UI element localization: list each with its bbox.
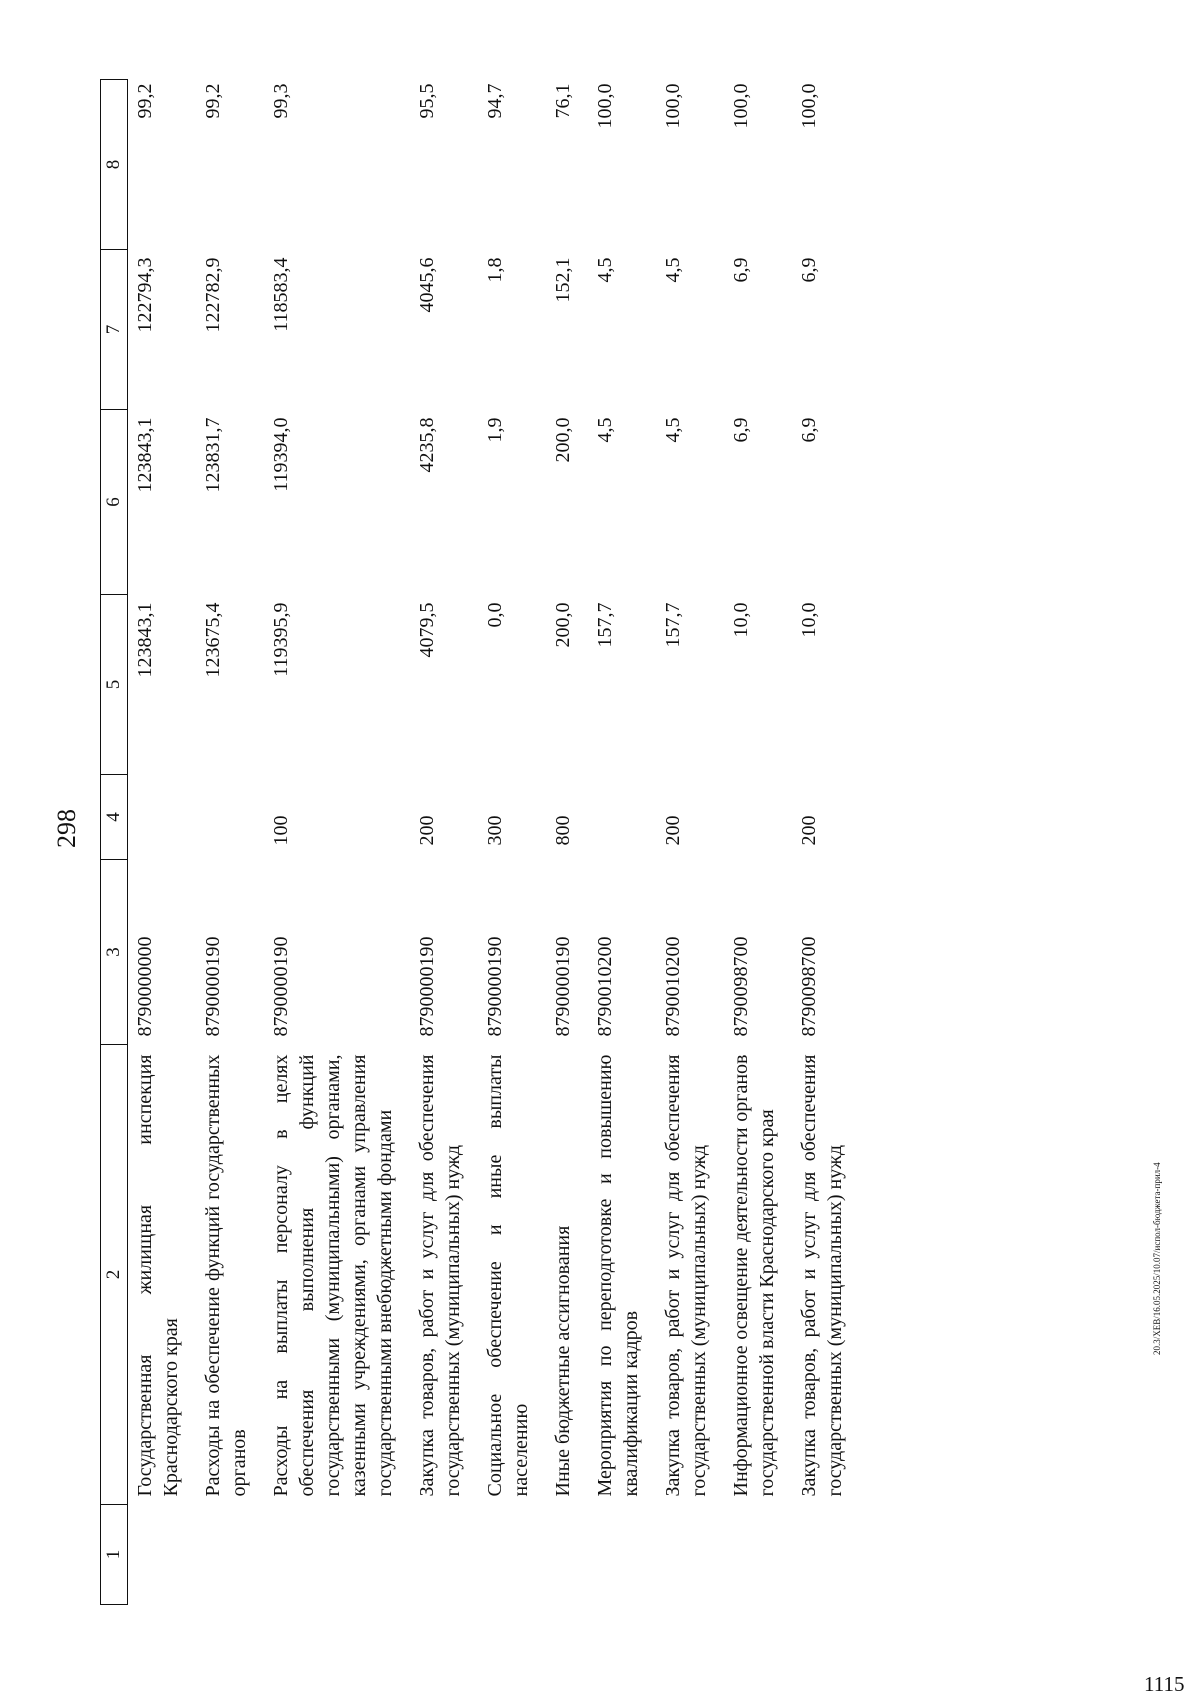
target-article-cell: 8790000000 — [134, 936, 156, 1037]
expense-kind-cell: 300 — [484, 815, 506, 846]
executed-amount-cell: 6,9 — [798, 257, 820, 283]
table-row — [128, 80, 197, 1605]
row-number-cell — [656, 1505, 724, 1605]
expense-kind-cell — [128, 775, 197, 860]
executed-amount-cell: 4045,6 — [416, 257, 438, 313]
row-number-cell — [588, 1505, 656, 1605]
scan-page-number: 1115 — [1144, 1672, 1185, 1696]
target-article-cell: 8790098700 — [798, 936, 820, 1037]
executed-amount-cell: 118583,4 — [270, 257, 292, 332]
refined-amount-cell: 6,9 — [798, 417, 820, 443]
executed-amount-cell: 122782,9 — [202, 257, 224, 333]
table-body — [128, 80, 861, 1605]
execution-percent-cell: 95,5 — [416, 83, 438, 119]
target-article-cell: 8790000190 — [202, 936, 224, 1037]
row-number-cell — [264, 1505, 410, 1605]
approved-amount-cell: 123675,4 — [202, 602, 224, 678]
execution-percent-cell: 100,0 — [798, 83, 820, 129]
execution-percent-cell: 100,0 — [594, 83, 616, 129]
execution-percent-cell: 100,0 — [662, 83, 684, 129]
approved-amount-cell: 200,0 — [552, 602, 574, 648]
description-cell: Расходы на обеспечение функций государственных органов — [202, 1054, 250, 1497]
description-cell: Социальное обеспечение и иные выплаты населению — [484, 1054, 532, 1497]
column-header-8: 8 — [101, 80, 128, 250]
execution-percent-cell: 76,1 — [552, 83, 574, 119]
column-header-3: 3 — [101, 860, 128, 1045]
refined-amount-cell: 123843,1 — [134, 417, 156, 493]
execution-percent-cell: 99,2 — [134, 83, 156, 119]
description-cell: Информационное освещение деятельности органов государственной власти Краснодарского края — [730, 1054, 778, 1497]
executed-amount-cell: 1,8 — [484, 257, 506, 283]
execution-percent-cell: 99,2 — [202, 83, 224, 119]
target-article-cell: 8790010200 — [662, 936, 684, 1037]
executed-amount-cell: 122794,3 — [134, 257, 156, 333]
execution-percent-cell: 99,3 — [270, 83, 292, 119]
page-number: 298 — [52, 809, 81, 848]
budget-table — [100, 79, 860, 1605]
column-header-1: 1 — [101, 1505, 128, 1605]
expense-kind-cell: 200 — [416, 815, 438, 846]
execution-percent-cell: 100,0 — [730, 83, 752, 129]
column-header-7: 7 — [101, 250, 128, 410]
refined-amount-cell: 6,9 — [730, 417, 752, 443]
target-article-cell: 8790010200 — [594, 936, 616, 1037]
refined-amount-cell: 1,9 — [484, 417, 506, 443]
budget-table-container — [100, 80, 1100, 1605]
table-row — [792, 80, 860, 1605]
row-number-cell — [478, 1505, 546, 1605]
table-header-row — [101, 80, 128, 1605]
expense-kind-cell — [196, 775, 264, 860]
description-cell: Мероприятия по переподготовке и повышению квалификации кадров — [594, 1054, 642, 1497]
description-cell: Закупка товаров, работ и услуг для обеспечения государственных (муниципальных) нужд — [416, 1054, 464, 1497]
approved-amount-cell: 10,0 — [730, 602, 752, 638]
approved-amount-cell: 0,0 — [484, 602, 506, 628]
table-row — [546, 80, 588, 1605]
row-number-cell — [196, 1505, 264, 1605]
description-cell: Закупка товаров, работ и услуг для обеспечения государственных (муниципальных) нужд — [798, 1054, 846, 1497]
executed-amount-cell: 4,5 — [594, 257, 616, 283]
row-number-cell — [410, 1505, 478, 1605]
table-row — [410, 80, 478, 1605]
expense-kind-cell: 200 — [662, 815, 684, 846]
table-row — [656, 80, 724, 1605]
column-header-5: 5 — [101, 595, 128, 775]
approved-amount-cell: 157,7 — [662, 602, 684, 648]
approved-amount-cell: 4079,5 — [416, 602, 438, 658]
row-number-cell — [128, 1505, 197, 1605]
row-number-cell — [792, 1505, 860, 1605]
refined-amount-cell: 123831,7 — [202, 417, 224, 493]
description-cell: Расходы на выплаты персоналу в целях обеспечения выполнения функций государственными (муниципальными) органами, казенными учреждениями, органами управления государственными внебюджетными фондами — [270, 1054, 396, 1497]
refined-amount-cell: 4,5 — [594, 417, 616, 443]
approved-amount-cell: 123843,1 — [134, 602, 156, 678]
refined-amount-cell: 4,5 — [662, 417, 684, 443]
expense-kind-cell — [724, 775, 792, 860]
target-article-cell: 8790000190 — [552, 936, 574, 1037]
table-row — [588, 80, 656, 1605]
expense-kind-cell: 100 — [270, 815, 292, 846]
approved-amount-cell: 157,7 — [594, 602, 616, 648]
footer-code: 20.3/ХЕВ/16.05.2025/10.07/испол-бюджета-прил-4 — [1152, 1162, 1162, 1355]
expense-kind-cell: 200 — [798, 815, 820, 846]
description-cell: Иные бюджетные ассигнования — [552, 1225, 574, 1497]
expense-kind-cell — [588, 775, 656, 860]
refined-amount-cell: 119394,0 — [270, 417, 292, 492]
table-row — [478, 80, 546, 1605]
row-number-cell — [724, 1505, 792, 1605]
expense-kind-cell: 800 — [552, 815, 574, 846]
table-row — [724, 80, 792, 1605]
table-row — [264, 80, 410, 1605]
row-number-cell — [546, 1505, 588, 1605]
executed-amount-cell: 4,5 — [662, 257, 684, 283]
target-article-cell: 8790000190 — [416, 936, 438, 1037]
table-row — [196, 80, 264, 1605]
execution-percent-cell: 94,7 — [484, 83, 506, 119]
target-article-cell: 8790000190 — [484, 936, 506, 1037]
refined-amount-cell: 4235,8 — [416, 417, 438, 473]
target-article-cell: 8790098700 — [730, 936, 752, 1037]
approved-amount-cell: 119395,9 — [270, 602, 292, 677]
description-cell: Закупка товаров, работ и услуг для обеспечения государственных (муниципальных) нужд — [662, 1054, 710, 1497]
column-header-4: 4 — [101, 775, 128, 860]
refined-amount-cell: 200,0 — [552, 417, 574, 463]
column-header-2: 2 — [101, 1045, 128, 1505]
executed-amount-cell: 152,1 — [552, 257, 574, 303]
description-cell: Государственная жилищная инспекция Краснодарского края — [134, 1054, 182, 1497]
target-article-cell: 8790000190 — [270, 936, 292, 1037]
executed-amount-cell: 6,9 — [730, 257, 752, 283]
approved-amount-cell: 10,0 — [798, 602, 820, 638]
column-header-6: 6 — [101, 410, 128, 595]
